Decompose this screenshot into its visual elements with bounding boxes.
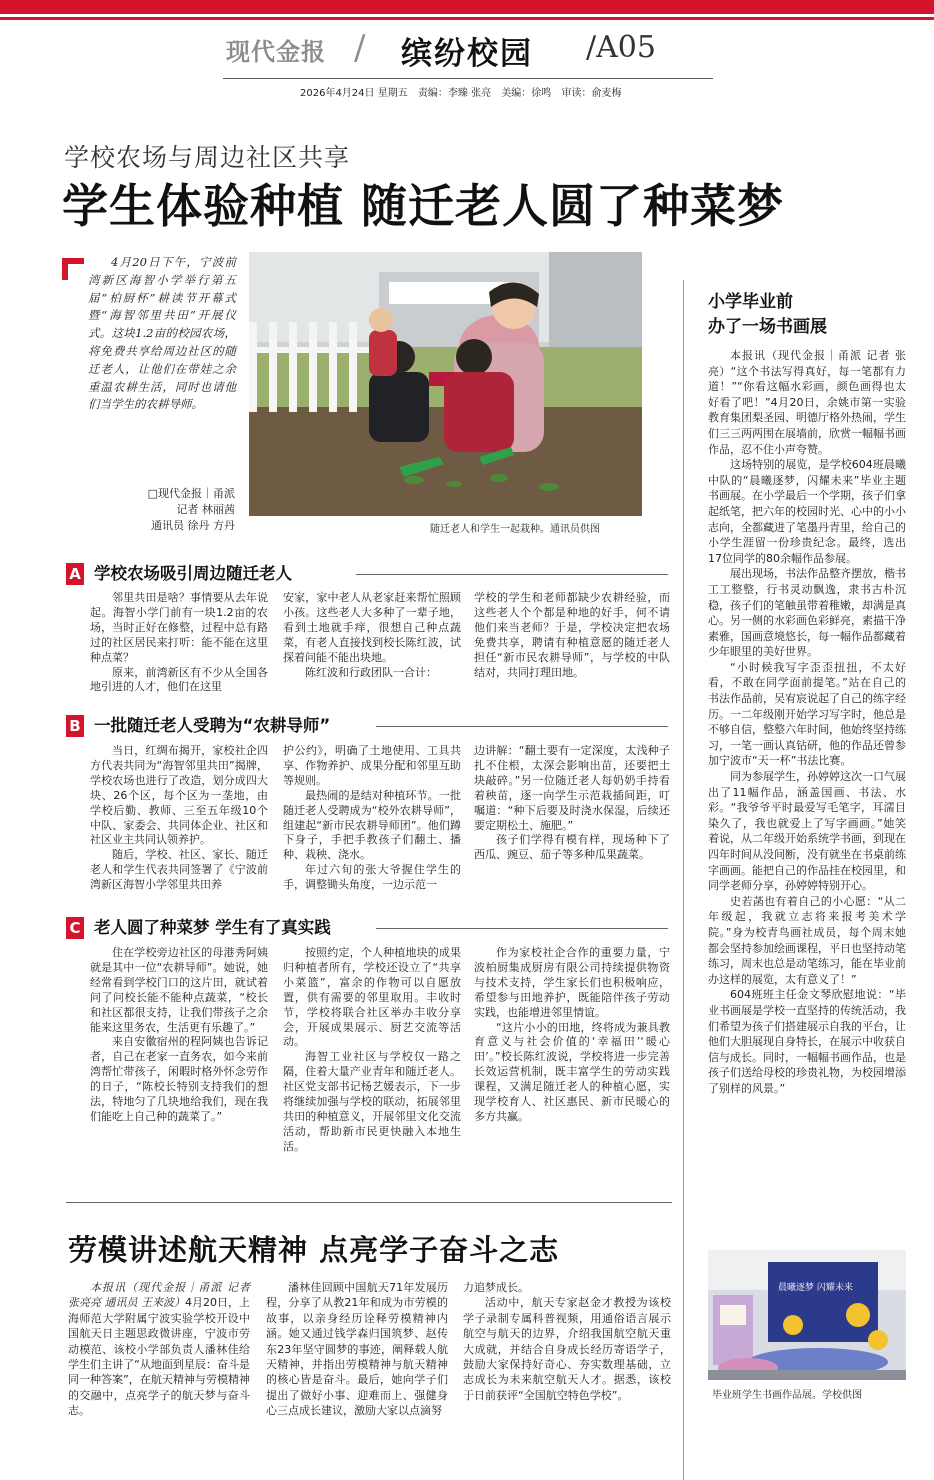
side-paragraph: 604班班主任金文琴欣慰地说：“毕业书画展是学校一直坚持的传统活动，我们希望为孩子们搭建展示自我的平台，让他们大胆展现自身特长，在展示中收获自信与成长。同时，一幅幅书画作品，也是孩子们送给母校的珍贵礼物，为校园增添了别样的风景。” [708, 988, 906, 1095]
paragraph: 住在学校旁边社区的母港秀阿姨就是其中一位“农耕导师”。她说，她经常看到学校门口的这片田，就试着问了问校长能不能种点蔬菜，“校长和社区都很支持，让我们带孩子之余能来这里务农，生活更有乐趣了。” [90, 946, 268, 1034]
paragraph [68, 1280, 250, 1419]
farm-photo-illustration [249, 252, 642, 516]
issue-date: 2026年4月24日 星期五 [300, 88, 408, 99]
dateline [300, 84, 628, 99]
section-a-col2 [283, 591, 461, 680]
top-red-rule [0, 17, 934, 20]
lead-byline [95, 486, 235, 534]
section-name: 缤纷校园 [401, 36, 533, 72]
side-story-body [708, 348, 906, 1097]
bottom-col1 [68, 1280, 250, 1419]
paragraph: 随后，学校、社区、家长、随迁老人和学生代表共同签署了《宁波前湾新区海智小学邻里共田养 [90, 848, 268, 892]
section-rule [376, 928, 668, 929]
paragraph: 边讲解：“翻土要有一定深度，太浅种子扎不住根，太深会影响出苗，还要把土块敲碎。”另一位随迁老人每奶奶手持看着秧苗，逐一向学生示范栽插间距，叮嘱道：“种下后要及时浇水保湿，后续还要定期松土、施肥。” [474, 744, 670, 832]
section-c-col3 [474, 946, 670, 1125]
lead-quote-mark [62, 258, 84, 280]
side-headline-line: 小学毕业前 [708, 292, 793, 312]
section-c-col2 [283, 946, 461, 1155]
section-badge: C [66, 917, 84, 939]
editor-credit: 责编：李臻 张亮 [417, 88, 492, 99]
paragraph: 陈红波和行政团队一合计： [305, 665, 437, 679]
section-badge: A [66, 563, 84, 585]
section-a-header [66, 563, 676, 587]
farm-photo-caption: 随迁老人和学生一起栽种。通讯员供图 [430, 524, 600, 535]
bottom-col3 [463, 1280, 671, 1403]
section-b-header [66, 715, 676, 739]
column-divider [683, 280, 684, 1480]
bottom-col2 [266, 1280, 448, 1419]
paragraph: 最热闹的是结对种植环节。一批随迁老人受聘成为“校外农耕导师”，组建起“新市民农耕导师团”。他们蹲下身子，手把手教孩子们翻土、播种、栽秧、浇水。 [283, 788, 461, 862]
masthead [226, 28, 926, 74]
paragraph: 潘林佳回顾中国航天71年发展历程，分享了从教21年和成为市劳模的故事，以亲身经历诠释劳模精神内涵。她又通过钱学森归国筑梦、赵传东23年坚守圆梦的事迹，阐释载人航天精神，并指出劳模精神与航天精神的核心皆是奋斗。最后，她向学子们提出了做好小事、迎难而上、强健身心三点成长建议，激励大家以点滴努 [266, 1281, 448, 1418]
section-rule [356, 574, 668, 575]
section-badge: B [66, 715, 84, 737]
paragraph: 活动中，航天专家赵金才教授为该校学子录制专属科普视频，用通俗语言展示航空与航天的边界，介绍我国航空航天重大成就，并结合自身成长经历寄语学子，鼓励大家保持好奇心、夯实数理基础，立志成长为未来航空航天人才。据悉，该校于日前获评“全国航空特色学校”。 [463, 1296, 671, 1402]
section-b-col2 [283, 744, 461, 893]
side-paragraph: 史若菡也有着自己的小心愿：“从二年级起，我就立志将来报考美术学院。”身为校青鸟画社成员，每个周末她都会坚持参加绘画课程，平日也坚持动笔练习，周末也总是动笔练习，能在毕业前办这样的展览，太有意义了！” [708, 894, 906, 986]
section-c-col1 [90, 946, 268, 1125]
masthead-rule [223, 78, 713, 79]
paragraph: 作为家校社企合作的重要力量，宁波柏厨集成厨房有限公司持续提供物资与技术支持，学生家长们也积极响应，希望参与田地养护，既能陪伴孩子劳动实践，也能增进邻里情谊。 [474, 946, 670, 1019]
top-red-band [0, 0, 934, 14]
paragraph: 孩子们学得有模有样，现场种下了西瓜、豌豆、茄子等多种瓜果蔬菜。 [474, 833, 670, 862]
side-paragraph: “小时候我写字歪歪扭扭，不太好看，不敢在同学面前提笔。”站在自己的书法作品前，吴宥宸说起了自己的练字经历。一二年级刚开始学习写字时，他总是不够自信，整整六年时间，他始终坚持练习，一笔一画认真钻研，他的作品还曾参加宁波市“天一杯”书法比赛。 [708, 660, 906, 768]
lead-text: 4月20日下午，宁波前湾新区海智小学举行第五届“柏厨杯”耕读节开幕式暨“海智邻里共田”开展仪式。这块1.2亩的校园农场，将免费共享给周边社区的随迁老人，让他们在带娃之余重温农耕生活，同时也请他们当学生的农耕导师。 [88, 255, 236, 412]
bottom-headline: 劳模讲述航天精神 点亮学子奋斗之志 [68, 1233, 560, 1267]
byline-line: □现代金报｜甬派 [147, 487, 235, 500]
exhibition-photo [708, 1250, 906, 1380]
section-rule [376, 726, 668, 727]
section-a-col1 [90, 591, 268, 695]
section-a-col3 [474, 591, 670, 680]
side-paragraph: 同为参展学生，孙婷婷这次一口气展出了11幅作品，涵盖国画、书法、水彩。“我爷爷平时最爱写毛笔字，耳濡目染久了，我也就爱上了写字画画。”她笑着说，从二年级开始系统学书画，到现在四年时间从没间断，没有就坐在书桌前练字画画。能把自己的作品挂在校园里，和同学老师分享，孙婷婷特别开心。 [708, 770, 906, 893]
exhibition-photo-caption: 毕业班学生书画作品展。学校供图 [712, 1390, 862, 1401]
side-paragraph: 本报讯（现代金报｜甬派 记者 张亮）“这个书法写得真好，每一笔都有力道！”“你看这幅水彩画，颜色画得也太好看了吧！”4月20日，余姚市第一实验教育集团梨圣园、明德厅格外热闹，学生们三三两两围在展墙前，欣赏一幅幅书画作品，忍不住小声夸赞。 [708, 349, 906, 456]
paragraph: 海智工业社区与学校仅一路之隔，住着大量产业青年和随迁老人。社区党支部书记杨艺媛表示，下一步将继续加强与学校的联动，拓展邻里共田的种植意义，开展邻里文化交流活动，帮助新市民更快融入本地生活。 [283, 1050, 461, 1153]
reviewer-credit: 审读：俞麦梅 [561, 88, 622, 99]
section-b-col1 [90, 744, 268, 893]
byline-line: 通讯员 徐丹 方丹 [151, 519, 235, 532]
side-paragraph: 这场特别的展览，是学校604班晨曦中队的“晨曦逐梦，闪耀未来”毕业主题书画展。在小学最后一个学期，孩子们拿起纸笔，把六年的校园时光、心中的小小志向，全都藏进了笔墨丹青里，给自己的小学生涯留一份珍贵纪念。最终，选出17位同学的80余幅作品参展。 [708, 458, 906, 565]
side-headline-line: 办了一场书画展 [708, 317, 827, 337]
paragraph: 按照约定，个人种植地块的成果归种植者所有，学校还设立了“共享小菜篮”，富余的作物可以自愿放置，供有需要的邻里取用。丰收时节，学校将联合社区举办丰收分享会，开展成果展示、厨艺交流等活动。 [283, 946, 461, 1049]
paragraph: 邻里共田是啥？事情要从去年说起。海智小学门前有一块1.2亩的农场，当时正好在修整，过程中总有路过的社区居民来打听：能不能在这里种点菜？ [90, 591, 268, 664]
paragraph: 当日，红绸布揭开，家校社企四方代表共同为“海智邻里共田”揭牌，学校农场也进行了改造，划分成四大块、26个区，每个区为一垄地，由学校后勤、教师、三至五年级10个中队、家委会、共同体企业、社区和社区业主共同认领养护。 [90, 744, 268, 847]
designer-credit: 美编：徐鸣 [501, 88, 552, 99]
section-b-col3 [474, 744, 670, 863]
exhibition-photo-illustration [708, 1250, 906, 1380]
paragraph: 护公约》，明确了土地使用、工具共享、作物养护、成果分配和邻里互助等规则。 [283, 744, 461, 787]
bottom-byline: 本报讯（现代金报｜甬派 记者 张亮亮 通讯员 王来波） [68, 1281, 250, 1310]
section-title: 老人圆了种菜梦 学生有了真实践 [94, 918, 331, 937]
lead-paragraph [88, 254, 236, 414]
paragraph: 安家，家中老人从老家赶来帮忙照顾小孩。这些老人大多种了一辈子地，看到土地就手痒，很想自己种点蔬菜，有老人直接找到校长陈红波，试探着问能不能出块地。 [283, 591, 461, 664]
lead-headline: 学生体验种植 随迁老人圆了种菜梦 [62, 179, 785, 233]
section-title: 一批随迁老人受聘为“农耕导师” [94, 716, 331, 735]
side-headline [708, 290, 908, 340]
section-c-header [66, 917, 676, 941]
section-title: 学校农场吸引周边随迁老人 [94, 564, 292, 583]
lead-subheadline: 学校农场与周边社区共享 [64, 143, 351, 172]
page-number: /A05 [586, 30, 656, 65]
exhibition-banner-text: 晨曦逐梦 闪耀未来 [778, 1283, 853, 1293]
paragraph: 力追梦成长。 [463, 1281, 529, 1294]
publication-name: 现代金报 [226, 37, 326, 66]
masthead-divider: / [354, 28, 366, 68]
farm-photo [249, 252, 642, 516]
bottom-story-rule [66, 1202, 672, 1203]
side-paragraph: 展出现场，书法作品整齐摆放，楷书工工整整，行书灵动飘逸，隶书古朴沉稳，孩子们的笔触虽带着稚嫩，却满是真心。另一侧的水彩画色彩鲜亮，素描干净素雅，国画意境悠长，每一幅作品都藏着少年眼里的美好世界。 [708, 567, 906, 659]
paragraph: 学校的学生和老师都缺少农耕经验，而这些老人个个都是种地的好手，何不请他们来当老师？于是，学校决定把农场免费共享，聘请有种植意愿的随迁老人担任“新市民农耕导师”，与学校的中队结对，共同打理田地。 [474, 591, 670, 679]
paragraph: 原来，前湾新区有不少从全国各地引进的人才，他们在这里 [90, 665, 268, 694]
paragraph: 来自安徽宿州的程阿姨也告诉记者，自己在老家一直务农，如今来前湾帮忙带孩子，闲暇时格外怀念劳作的日子，“陈校长特别支持我们的想法，特地匀了几块地给我们，现在我们能吃上自己种的蔬菜了。” [90, 1035, 268, 1123]
paragraph: “这片小小的田地，终将成为兼具教育意义与社会价值的‘幸福田’‘暖心田’。”校长陈红波说，学校将进一步完善长效运营机制，既丰富学生的劳动实践课程，又满足随迁老人的种植心愿，实现学校育人、社区惠民、新市民暖心的多方共赢。 [474, 1020, 670, 1123]
byline-line: 记者 林丽茜 [176, 503, 235, 516]
paragraph-text: 4月20日，上海师范大学附属宁波实验学校开设中国航天日主题思政微讲座，宁波市劳动模范、该校小学部负责人潘林佳给学生们主讲了“从地面到星辰：奋斗是同一种答案”，在航天精神与劳模精神的交融中，点亮学子的航天梦与奋斗志。 [68, 1296, 250, 1418]
paragraph: 年过六旬的张大爷握住学生的手，调整锄头角度，一边示范一 [283, 863, 461, 892]
